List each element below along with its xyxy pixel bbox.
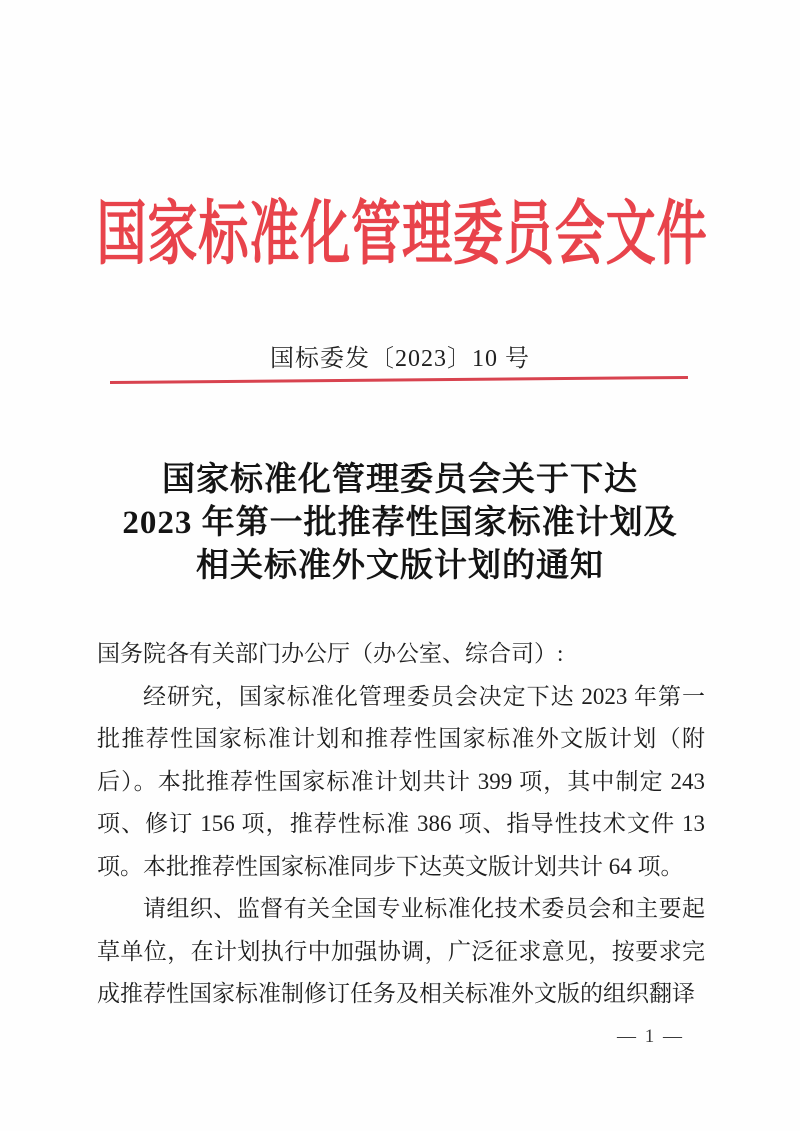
body-paragraph-2: 请组织、监督有关全国专业标准化技术委员会和主要起草单位，在计划执行中加强协调，广泛征求意见，按要求完成推荐性国家标准制修订任务及相关标准外文版的组织翻译 [97, 896, 705, 1006]
red-divider-line [110, 376, 688, 384]
document-reference-number: 国标委发〔2023〕10 号 [270, 346, 530, 372]
notice-title-line-1: 国家标准化管理委员会关于下达 [162, 462, 638, 498]
letterhead-title: 国家标准化管理委员会文件 [96, 195, 708, 274]
letterhead [0, 192, 800, 278]
body-paragraph-1: 经研究，国家标准化管理委员会决定下达 2023 年第一批推荐性国家标准计划和推荐性国家标准外文版计划（附后）。本批推荐性国家标准计划共计 399 项，其中制定 243 项、修订 156 项，推荐性标准 386 项、指导性技术文件 13 项。本批推荐性国家标准同步下达英文版计划共计 64 项。 [97, 683, 705, 879]
salutation-line: 国务院各有关部门办公厅（办公室、综合司）: [97, 641, 564, 666]
notice-title-line-3: 相关标准外文版计划的通知 [196, 548, 604, 584]
page-number: — 1 — [617, 1026, 684, 1047]
document-body [97, 633, 705, 1016]
notice-title-line-2: 2023 年第一批推荐性国家标准计划及 [122, 505, 678, 541]
notice-title [0, 459, 800, 588]
